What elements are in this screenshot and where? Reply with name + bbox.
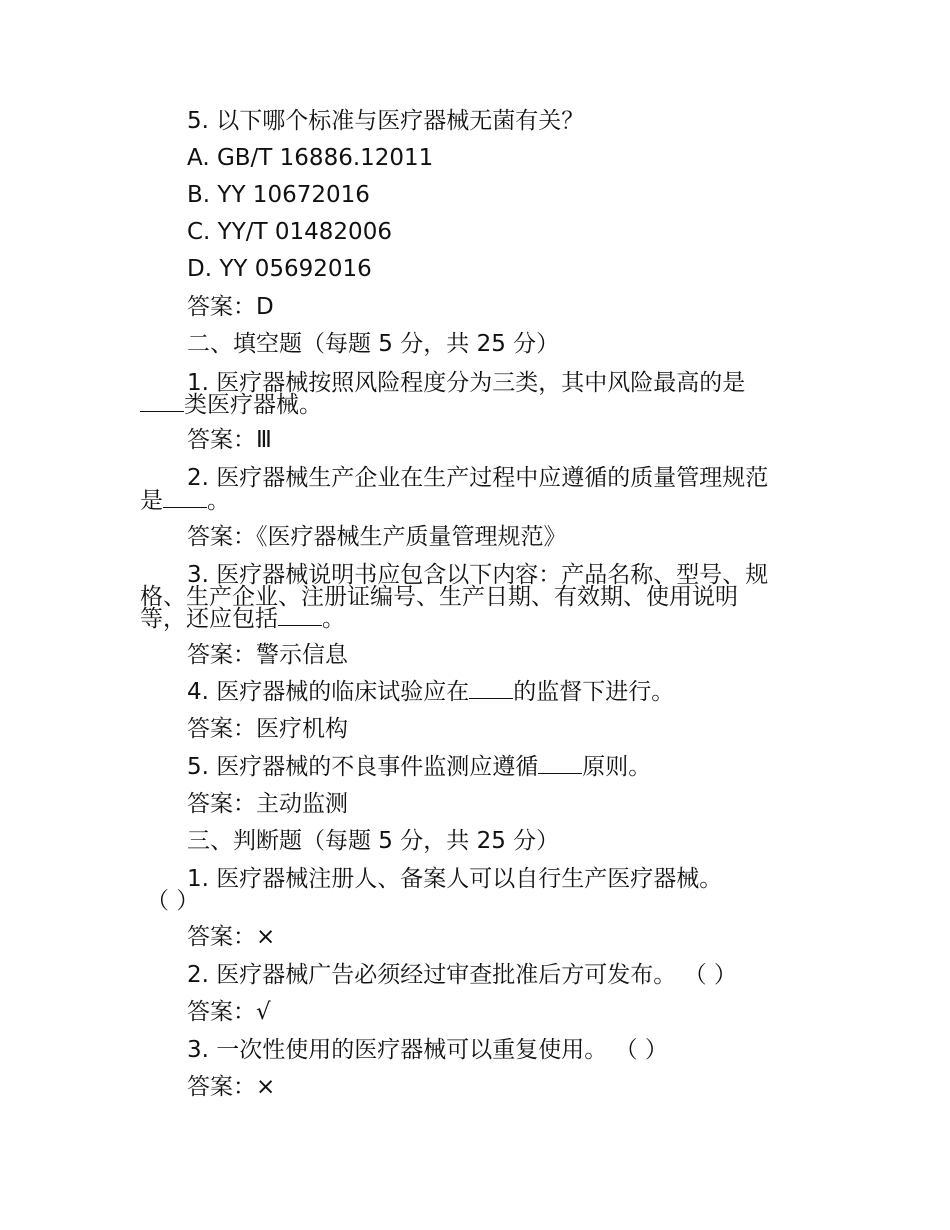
fill-answer-5: 答案：主动监测 [187, 791, 348, 817]
fill-question-3-line-1: 3. 医疗器械说明书应包含以下内容：产品名称、型号、规 [187, 562, 769, 588]
fill-question-3-end: 。 [322, 606, 345, 632]
fill-question-2-line-1: 2. 医疗器械生产企业在生产过程中应遵循的质量管理规范 [187, 465, 769, 491]
judge-question-1-line-2: （ ） [146, 888, 200, 914]
mc-option-a: A. GB/T 16886.12011 [187, 145, 434, 171]
mc-answer: 答案：D [187, 294, 274, 320]
fill-answer-4: 答案：医疗机构 [187, 716, 348, 742]
fill-section-heading: 二、填空题（每题 5 分，共 25 分） [187, 331, 560, 357]
fill-answer-2: 答案：《医疗器械生产质量管理规范》 [187, 524, 567, 550]
answer-blank [140, 391, 184, 412]
fill-question-2-line-2 [140, 486, 230, 516]
mc-option-b: B. YY 10672016 [187, 182, 370, 208]
fill-question-5 [187, 752, 651, 782]
fill-answer-1: 答案：Ⅲ [187, 427, 272, 453]
fill-question-3-line-3 [140, 604, 345, 634]
fill-question-2-head: 是 [140, 488, 163, 514]
judge-answer-3: 答案：× [187, 1074, 276, 1100]
fill-question-5-tail: 原则。 [582, 754, 652, 780]
judge-question-2: 2. 医疗器械广告必须经过审查批准后方可发布。 （ ） [187, 962, 737, 988]
judge-question-3: 3. 一次性使用的医疗器械可以重复使用。 （ ） [187, 1037, 668, 1063]
mc-question-5: 5. 以下哪个标准与医疗器械无菌有关？ [187, 108, 585, 134]
mc-option-c: C. YY/T 01482006 [187, 219, 392, 245]
fill-question-1-tail: 类医疗器械。 [184, 392, 322, 418]
fill-question-4 [187, 677, 674, 707]
fill-question-1-line-1: 1. 医疗器械按照风险程度分为三类，其中风险最高的是 [187, 370, 746, 396]
judge-answer-1: 答案：× [187, 924, 276, 950]
fill-question-5-head: 5. 医疗器械的不良事件监测应遵循 [187, 754, 539, 780]
fill-question-1-line-2 [140, 390, 322, 420]
fill-question-4-head: 4. 医疗器械的临床试验应在 [187, 679, 470, 705]
mc-option-d: D. YY 05692016 [187, 256, 372, 282]
fill-question-4-tail: 的监督下进行。 [513, 679, 675, 705]
fill-question-2-end: 。 [207, 488, 230, 514]
fill-question-3-head: 等，还应包括 [140, 606, 278, 632]
judge-answer-2: 答案：√ [187, 999, 271, 1025]
answer-blank [538, 753, 582, 774]
answer-blank [163, 487, 207, 508]
judge-question-1-line-1: 1. 医疗器械注册人、备案人可以自行生产医疗器械。 [187, 866, 723, 892]
answer-blank [469, 678, 513, 699]
answer-blank [278, 605, 322, 626]
fill-question-3-line-2: 格、生产企业、注册证编号、生产日期、有效期、使用说明 [140, 584, 738, 610]
judge-section-heading: 三、判断题（每题 5 分，共 25 分） [187, 828, 560, 854]
fill-answer-3: 答案：警示信息 [187, 642, 348, 668]
